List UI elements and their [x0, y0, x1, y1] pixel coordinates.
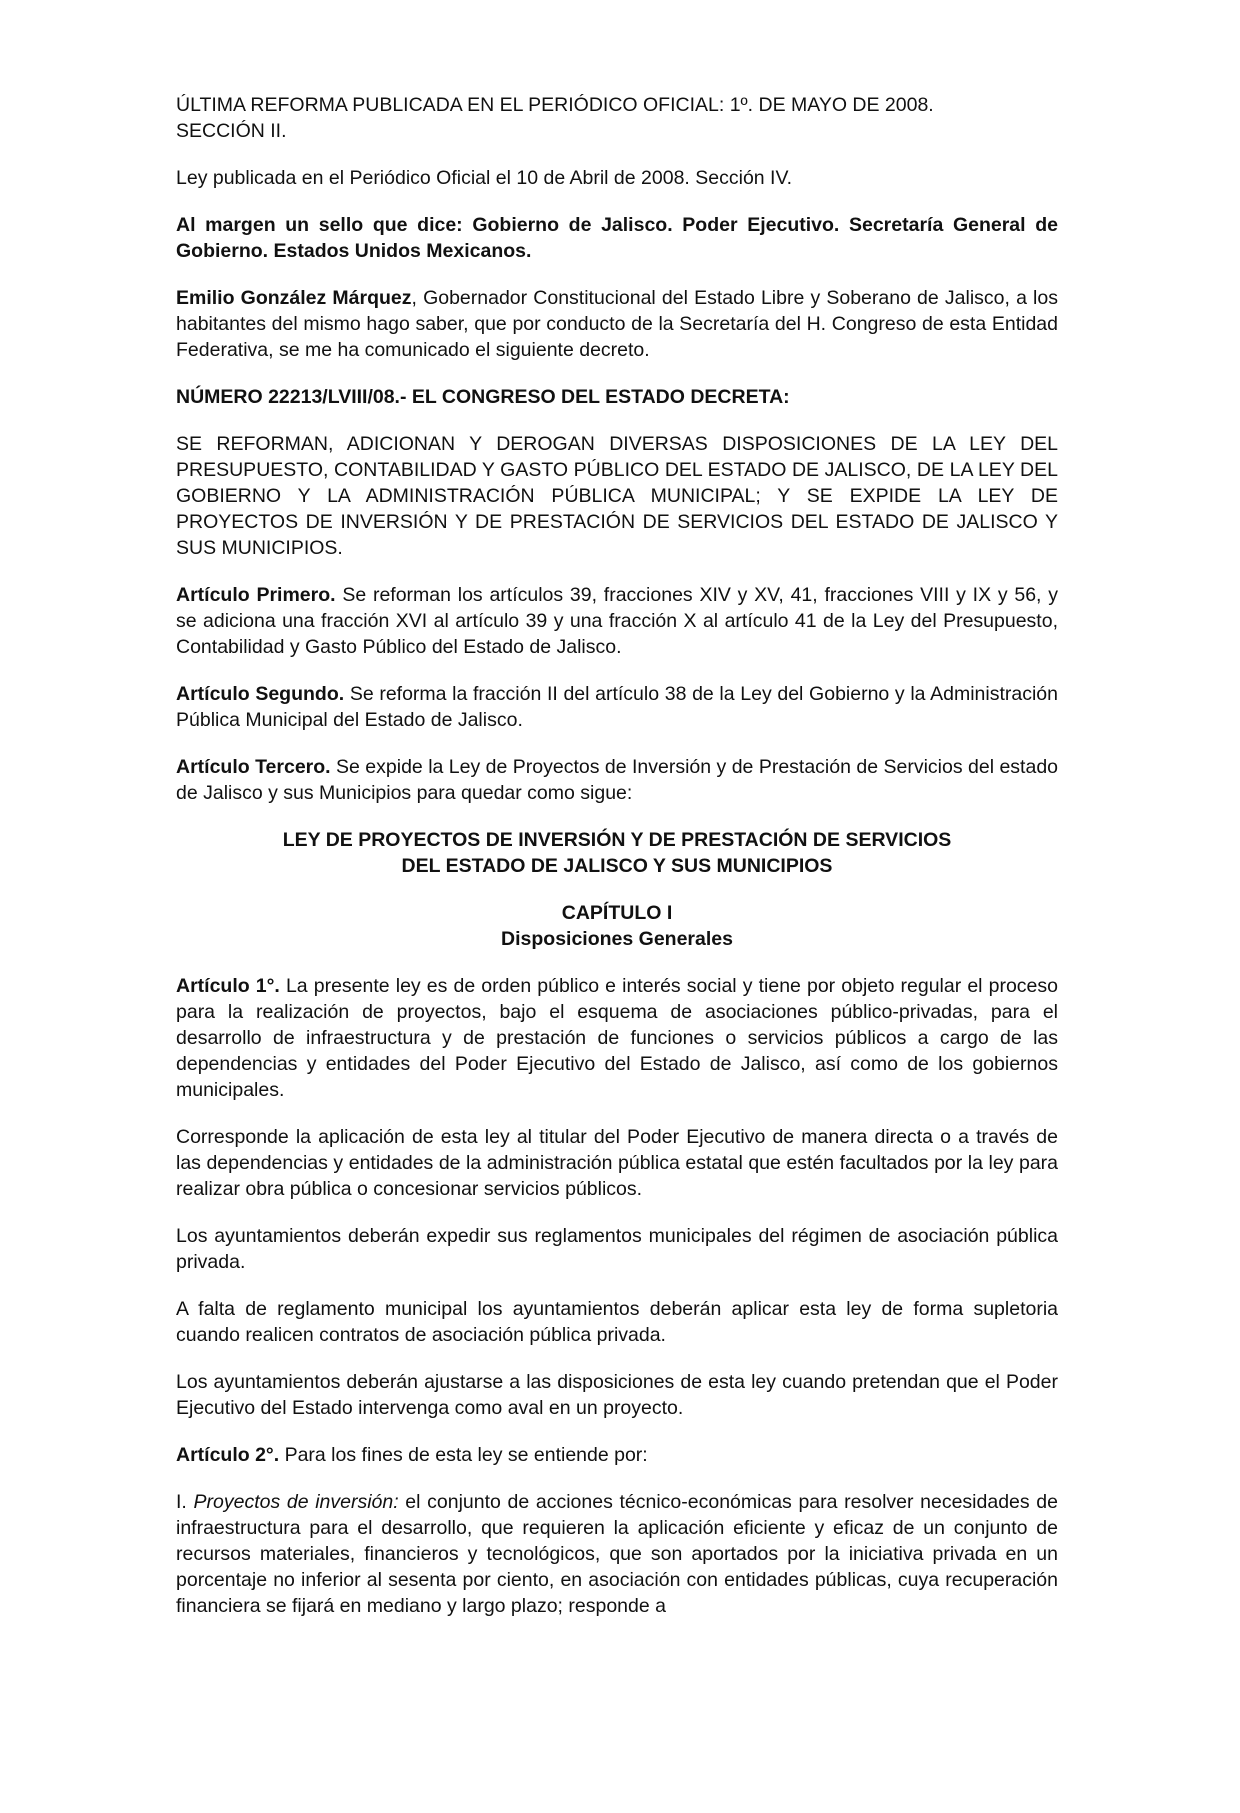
article-label: Artículo Tercero.: [176, 756, 331, 778]
fraction-term: Proyectos de inversión:: [193, 1491, 399, 1513]
paragraph: Los ayuntamientos deberán expedir sus reglamentos municipales del régimen de asociación pública privada.: [176, 1225, 1058, 1273]
paragraph: Corresponde la aplicación de esta ley al titular del Poder Ejecutivo de manera directa o a través de las dependencias y entidades de la administración pública estatal que estén facultados por la ley para realizar obra pública o concesionar servicios públicos.: [176, 1126, 1058, 1200]
paragraph: Los ayuntamientos deberán ajustarse a las disposiciones de esta ley cuando pretendan que el Poder Ejecutivo del Estado intervenga como aval en un proyecto.: [176, 1371, 1058, 1419]
paragraph: A falta de reglamento municipal los ayuntamientos deberán aplicar esta ley de forma supletoria cuando realicen contratos de asociación pública privada.: [176, 1298, 1058, 1346]
article-text: Se reforma la fracción II del artículo 38 de la Ley del Gobierno y la Administración Pública Municipal del Estado de Jalisco.: [176, 683, 1058, 731]
article-text: La presente ley es de orden público e interés social y tiene por objeto regular el proceso para la realización de proyectos, bajo el esquema de asociaciones público-privadas, para el desarrollo de infraestructura y de prestación de funciones o servicios públicos a cargo de las dependencias y entidades del Poder Ejecutivo del Estado de Jalisco, así como de los gobiernos municipales.: [176, 975, 1058, 1101]
fraction-1: [176, 1489, 1058, 1619]
article-text: Se expide la Ley de Proyectos de Inversión y de Prestación de Servicios del estado de Jalisco y sus Municipios para quedar como sigue:: [176, 756, 1059, 804]
governor-name: Emilio González Márquez: [176, 287, 412, 309]
chapter-number: CAPÍTULO I: [561, 902, 673, 924]
document-page: [176, 92, 1058, 1640]
governor-paragraph: [176, 285, 1058, 363]
article-primero: [176, 582, 1058, 660]
fraction-number: I.: [176, 1491, 194, 1513]
article-label: Artículo 1°.: [176, 975, 280, 997]
article-label: Artículo Segundo.: [176, 683, 345, 705]
reform-line-2: SECCIÓN II.: [176, 120, 287, 142]
article-label: Artículo Primero.: [176, 584, 336, 606]
decree-number: NÚMERO 22213/LVIII/08.- EL CONGRESO DEL ESTADO DECRETA:: [176, 386, 790, 408]
publication-note: Ley publicada en el Periódico Oficial el 10 de Abril de 2008. Sección IV.: [176, 167, 793, 189]
chapter-heading: [176, 900, 1058, 952]
governor-text: , Gobernador Constitucional del Estado Libre y Soberano de Jalisco, a los habitantes del mismo hago saber, que por conducto de la Secretaría del H. Congreso de esta Entidad Federativa, se me ha comunicado el siguiente decreto.: [176, 287, 1058, 361]
law-title-line-1: LEY DE PROYECTOS DE INVERSIÓN Y DE PRESTACIÓN DE SERVICIOS: [282, 829, 952, 851]
article-2: [176, 1442, 1058, 1468]
fraction-text: el conjunto de acciones técnico-económicas para resolver necesidades de infraestructura para el desarrollo, que requieren la aplicación eficiente y eficaz de un conjunto de recursos materiales, financieros y tecnológicos, que son aportados por la iniciativa privada en un porcentaje no inferior al sesenta por ciento, en asociación con entidades públicas, cuya recuperación financiera se fijará en mediano y largo plazo; responde a: [176, 1491, 1058, 1617]
seal-note: Al margen un sello que dice: Gobierno de Jalisco. Poder Ejecutivo. Secretaría General de Gobierno. Estados Unidos Mexicanos.: [176, 214, 1058, 262]
article-label: Artículo 2°.: [176, 1444, 280, 1466]
article-text: Se reforman los artículos 39, fracciones XIV y XV, 41, fracciones VIII y IX y 56, y se adiciona una fracción XVI al artículo 39 y una fracción X al artículo 41 de la Ley del Presupuesto, Contabilidad y Gasto Público del Estado de Jalisco.: [176, 584, 1058, 658]
article-text: Para los fines de esta ley se entiende por:: [279, 1444, 648, 1466]
article-1: [176, 973, 1058, 1103]
law-title-line-2: DEL ESTADO DE JALISCO Y SUS MUNICIPIOS: [401, 855, 833, 877]
reform-line-1: ÚLTIMA REFORMA PUBLICADA EN EL PERIÓDICO OFICIAL: 1º. DE MAYO DE 2008.: [176, 94, 934, 116]
article-tercero: [176, 754, 1058, 806]
law-title: [176, 827, 1058, 879]
decree-summary: SE REFORMAN, ADICIONAN Y DEROGAN DIVERSAS DISPOSICIONES DE LA LEY DEL PRESUPUESTO, CONTABILIDAD Y GASTO PÚBLICO DEL ESTADO DE JALISCO, DE LA LEY DEL GOBIERNO Y LA ADMINISTRACIÓN PÚBLICA MUNICIPAL; Y SE EXPIDE LA LEY DE PROYECTOS DE INVERSIÓN Y DE PRESTACIÓN DE SERVICIOS DEL ESTADO DE JALISCO Y SUS MUNICIPIOS.: [176, 433, 1058, 559]
article-segundo: [176, 681, 1058, 733]
chapter-title: Disposiciones Generales: [501, 928, 733, 950]
